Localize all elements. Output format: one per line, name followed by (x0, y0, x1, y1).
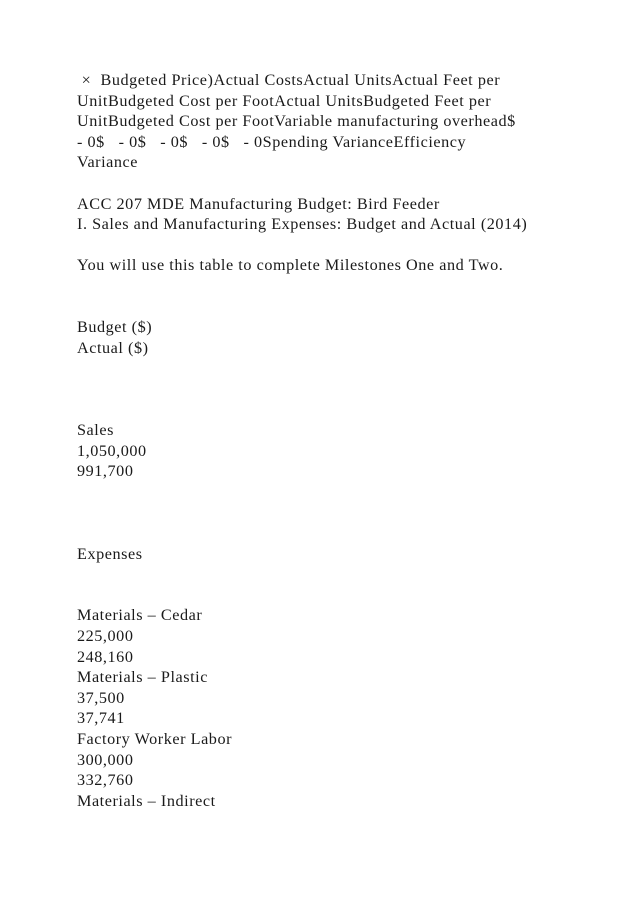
text-line: UnitBudgeted Cost per FootVariable manufacturing overhead$ (77, 112, 516, 131)
materials-cedar-actual-value: 248,160 (77, 647, 134, 666)
row-label-materials-cedar: Materials – Cedar (77, 606, 203, 625)
text-line: UnitBudgeted Cost per FootActual UnitsBudgeted Feet per (77, 91, 492, 110)
materials-plastic-budget-value: 37,500 (77, 688, 125, 707)
blank-line (77, 297, 617, 318)
blank-line (77, 482, 617, 503)
column-header-actual: Actual ($) (77, 338, 149, 357)
blank-line (77, 276, 617, 297)
column-header-budget: Budget ($) (77, 318, 153, 337)
blank-line (77, 235, 617, 256)
text-line: × Budgeted Price)Actual CostsActual UnitsActual Feet per (77, 71, 501, 89)
blank-line (77, 173, 617, 194)
row-label-materials-indirect: Materials – Indirect (77, 791, 216, 810)
blank-line (77, 564, 617, 585)
blank-line (77, 502, 617, 523)
factory-worker-labor-budget-value: 300,000 (77, 750, 134, 769)
blank-line (77, 358, 617, 379)
row-label-expenses: Expenses (77, 544, 143, 563)
row-label-sales: Sales (77, 421, 114, 440)
instruction-text: You will use this table to complete Milestones One and Two. (77, 256, 504, 275)
blank-line (77, 379, 617, 400)
sales-budget-value: 1,050,000 (77, 441, 147, 460)
blank-line (77, 585, 617, 606)
row-label-materials-plastic: Materials – Plastic (77, 668, 208, 687)
document-title: ACC 207 MDE Manufacturing Budget: Bird Feeder (77, 194, 440, 213)
materials-cedar-budget-value: 225,000 (77, 627, 134, 646)
materials-plastic-actual-value: 37,741 (77, 709, 125, 728)
blank-line (77, 400, 617, 421)
row-label-factory-worker-labor: Factory Worker Labor (77, 730, 233, 748)
text-line: - 0$ - 0$ - 0$ - 0$ - 0Spending VarianceEfficiency (77, 132, 467, 151)
section-heading: I. Sales and Manufacturing Expenses: Budget and Actual (2014) (77, 215, 528, 234)
blank-line (77, 523, 617, 544)
text-line: Variance (77, 153, 139, 172)
sales-actual-value: 991,700 (77, 462, 134, 481)
factory-worker-labor-actual-value: 332,760 (77, 771, 134, 790)
document-page (77, 70, 617, 811)
